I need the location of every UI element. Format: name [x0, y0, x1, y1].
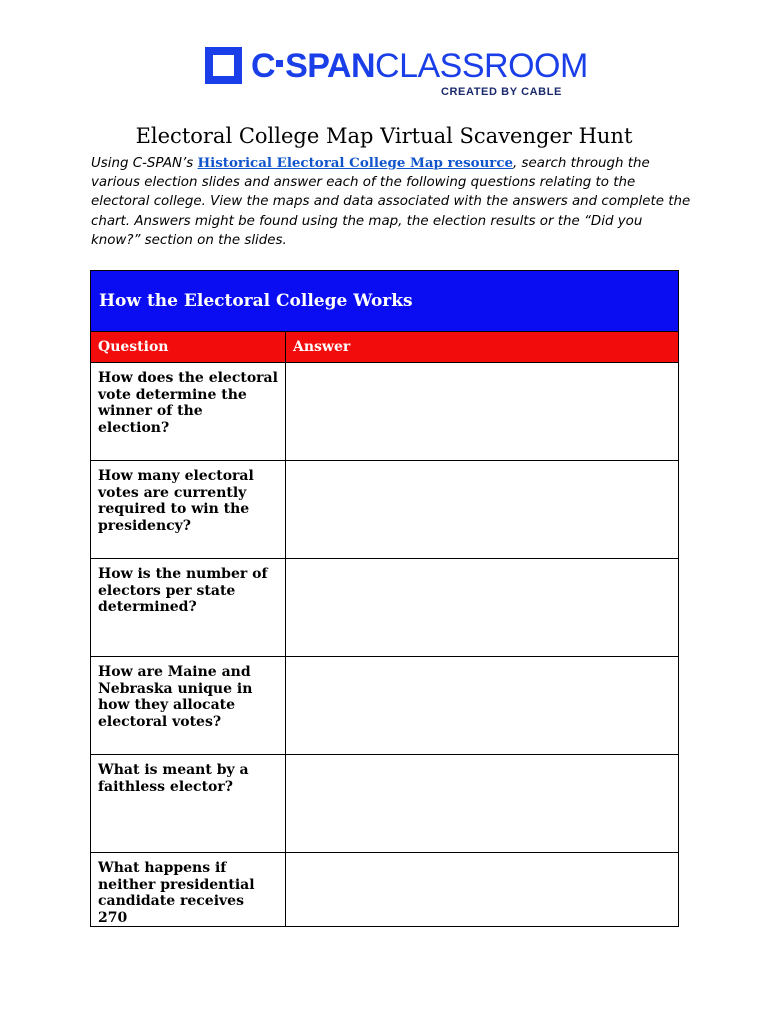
- logo-tagline: CREATED BY CABLE: [440, 86, 562, 98]
- answer-column-header: Answer: [286, 332, 679, 363]
- table-title-row: [91, 271, 679, 332]
- intro-paragraph: [91, 154, 691, 250]
- logo-brand-c: C: [251, 47, 276, 85]
- scavenger-hunt-table: [90, 270, 679, 927]
- intro-text-after: , search through the various election slides and answer each of the following questions relating to the electoral college. View the maps and data associated with the answers and complete the chart. Answers might be found using the map, the election results or the “Did you know?” section on the slides.: [91, 156, 691, 248]
- question-cell: How are Maine and Nebraska unique in how they allocate electoral votes?: [91, 657, 286, 755]
- question-cell: How does the electoral vote determine the winner of the election?: [91, 363, 286, 461]
- cspan-classroom-logo: [205, 44, 588, 100]
- question-cell: What happens if neither presidential candidate receives 270: [91, 853, 286, 927]
- table-title: How the Electoral College Works: [91, 271, 679, 332]
- logo-brand-span: SPAN: [285, 47, 376, 85]
- cspan-square-logo-icon: [205, 47, 242, 84]
- electoral-map-resource-link[interactable]: Historical Electoral College Map resource: [197, 155, 514, 171]
- table-row: [91, 657, 679, 755]
- answer-cell[interactable]: [286, 461, 679, 559]
- answer-cell[interactable]: [286, 657, 679, 755]
- logo-dot-icon: [276, 60, 283, 67]
- document-title: Electoral College Map Virtual Scavenger Hunt: [135, 124, 633, 148]
- question-column-header: Question: [91, 332, 286, 363]
- table-row: [91, 363, 679, 461]
- table-row: [91, 559, 679, 657]
- intro-text-before: Using C-SPAN’s: [91, 156, 198, 171]
- answer-cell[interactable]: [286, 755, 679, 853]
- logo-suffix: CLASSROOM: [375, 47, 588, 85]
- table-row: [91, 755, 679, 853]
- table-row: [91, 853, 679, 927]
- question-cell: What is meant by a faithless elector?: [91, 755, 286, 853]
- question-cell: How many electoral votes are currently required to win the presidency?: [91, 461, 286, 559]
- logo-wordmark: [251, 46, 588, 86]
- question-cell: How is the number of electors per state determined?: [91, 559, 286, 657]
- answer-cell[interactable]: [286, 363, 679, 461]
- answer-cell[interactable]: [286, 559, 679, 657]
- answer-cell[interactable]: [286, 853, 679, 927]
- table-header-row: [91, 332, 679, 363]
- table-row: [91, 461, 679, 559]
